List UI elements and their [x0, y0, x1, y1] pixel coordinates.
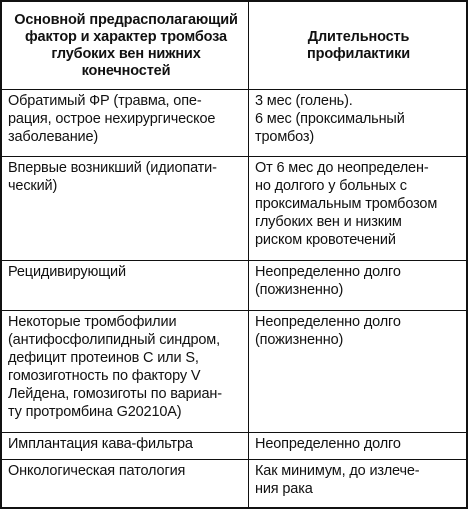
row-duration: 3 мес (голень). 6 мес (проксимальный тромбоз): [255, 93, 405, 145]
row-factor: Рецидивирующий: [2, 261, 249, 310]
row-factor: Обратимый ФР (травма, опе- рация, острое нехирургическое заболевание): [2, 90, 249, 156]
table-row: [2, 311, 466, 433]
row-duration: Неопределенно долго (пожизненно): [255, 314, 401, 348]
table-row: [2, 90, 466, 157]
row-duration: От 6 мес до неопределен- но долгого у больных с проксимальным тромбозом глубоких вен и низким риском кровотечений: [255, 160, 438, 248]
header-duration: Длительность профилактики: [307, 28, 410, 62]
row-factor: Впервые возникший (идиопати- ческий): [2, 157, 249, 260]
row-factor: Имплантация кава-фильтра: [2, 433, 249, 459]
row-factor: Онкологическая патология: [2, 460, 249, 507]
table-row: [2, 460, 466, 507]
header-factor: Основной предрасполагающий фактор и характер тромбоза глубоких вен нижних конечностей: [2, 2, 249, 89]
table-row: [2, 157, 466, 261]
row-factor: Некоторые тромбофилии (антифосфолипидный синдром, дефицит протеинов C или S, гомозиготность по фактору V Лейдена, гомозиготы по вариан- ту протромбина G20210A): [2, 311, 249, 432]
row-duration: Неопределенно долго: [255, 436, 401, 452]
table-row: [2, 261, 466, 311]
row-duration: Неопределенно долго (пожизненно): [255, 264, 401, 298]
table-header-row: [2, 2, 466, 90]
table-row: [2, 433, 466, 460]
row-duration: Как минимум, до излечe- ния рака: [255, 463, 420, 497]
